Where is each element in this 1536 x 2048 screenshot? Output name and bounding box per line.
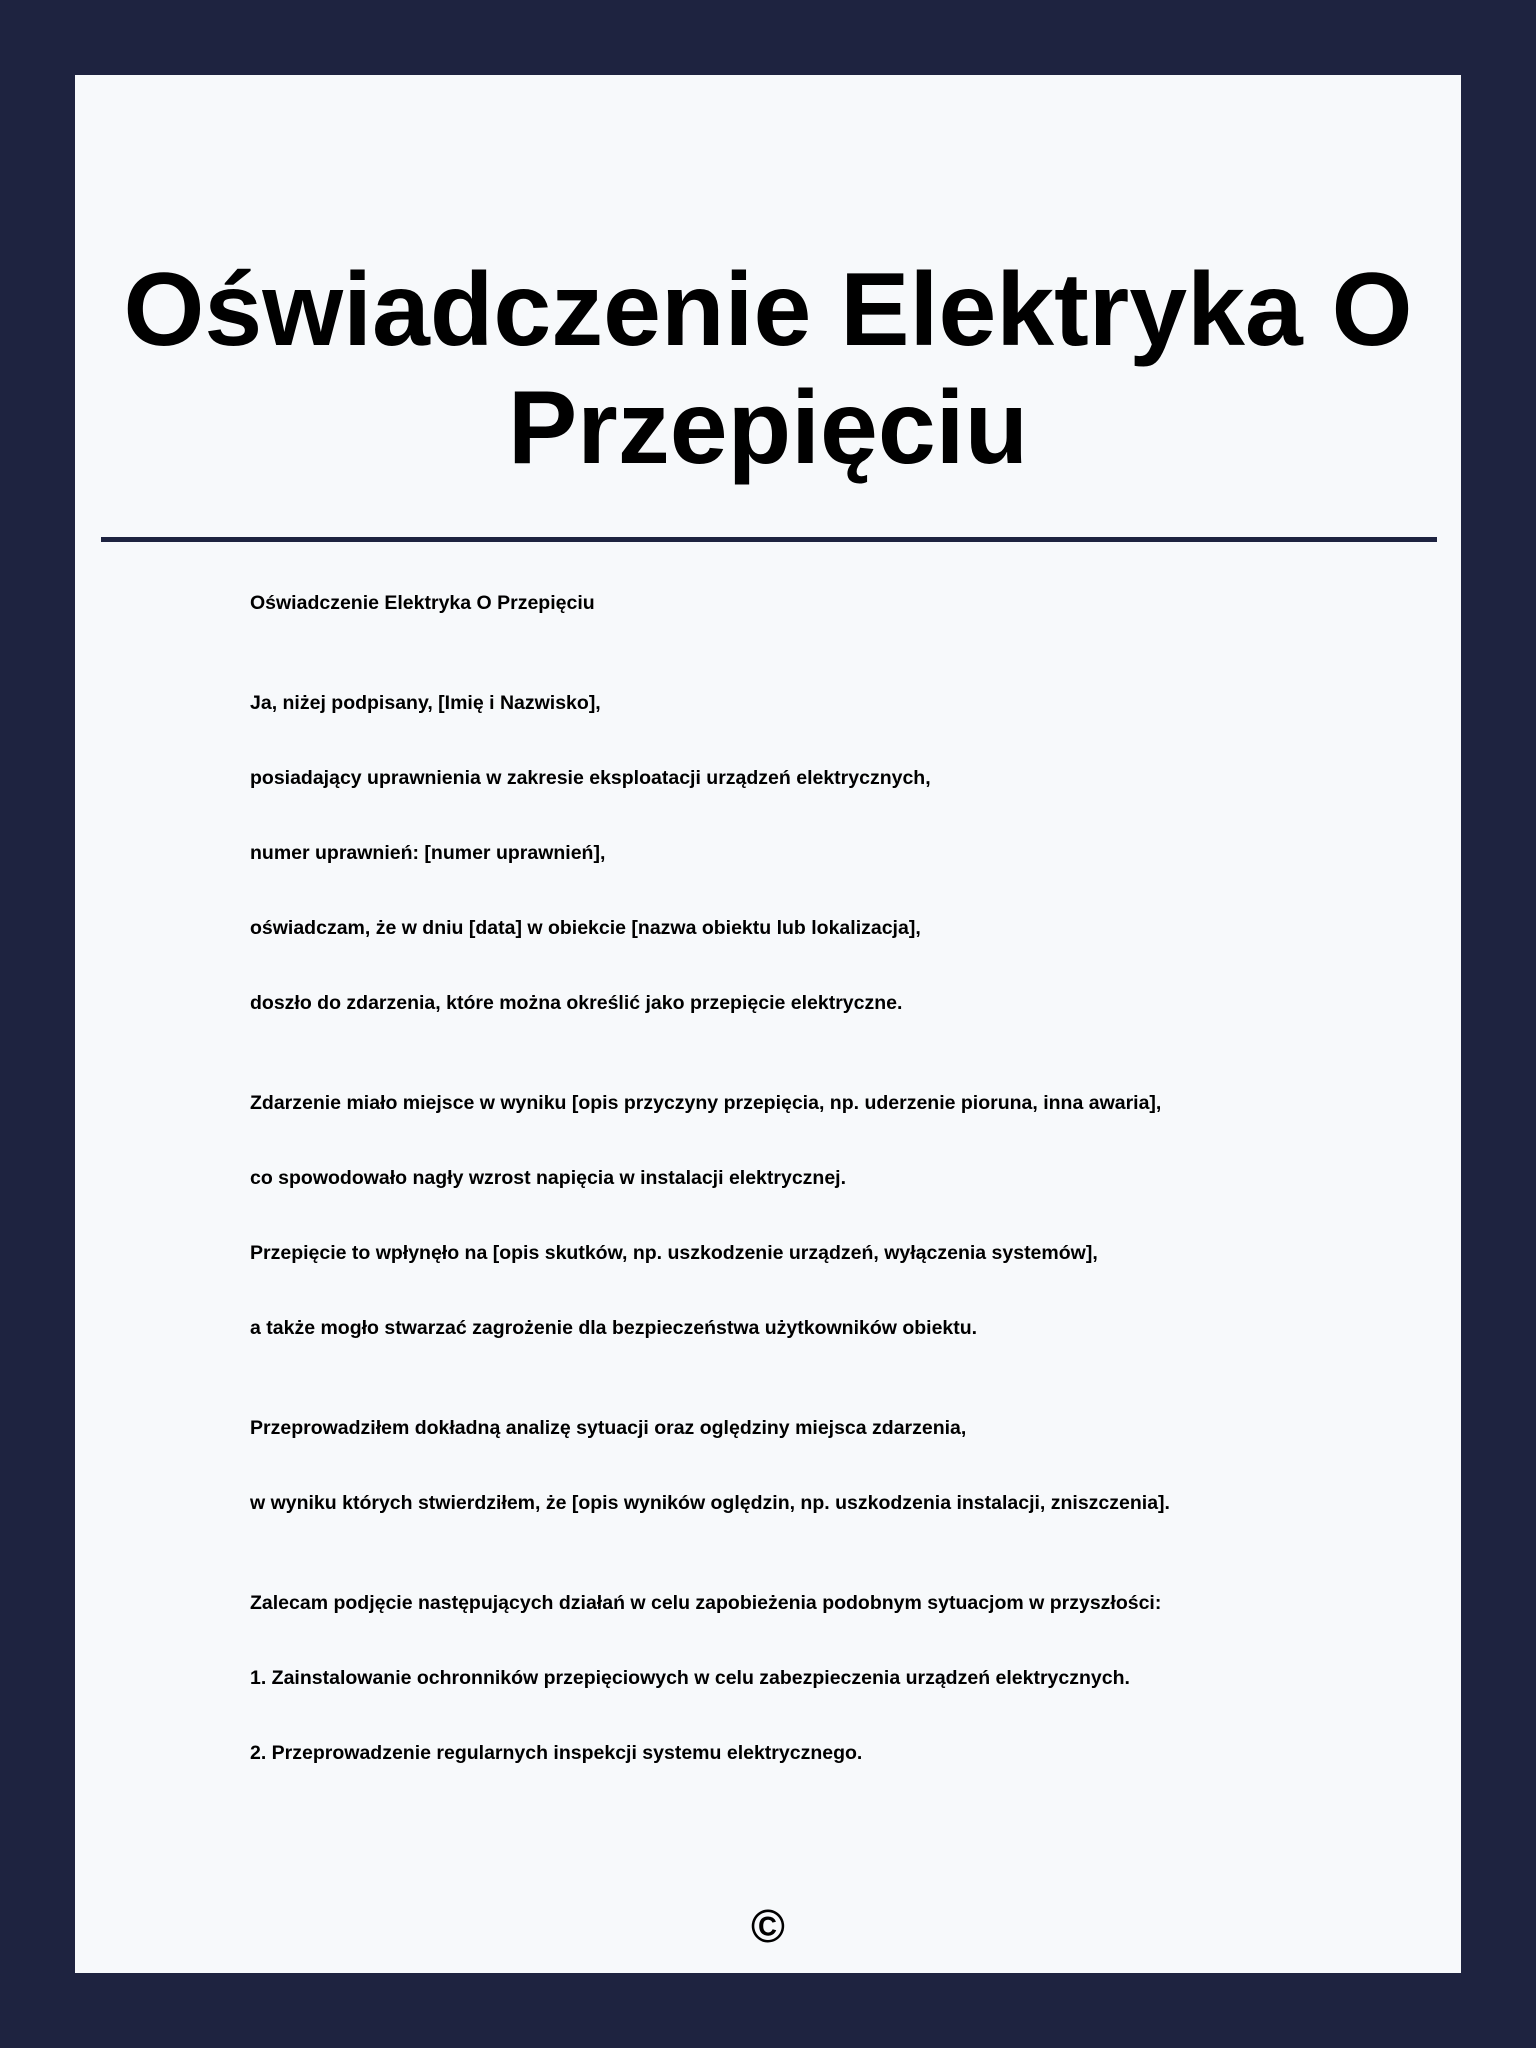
body-line: 1. Zainstalowanie ochronników przepięciowych w celu zabezpieczenia urządzeń elektrycznych. <box>250 1667 1130 1689</box>
document-title: Oświadczenie Elektryka O Przepięciu <box>123 252 1413 486</box>
body-line: numer uprawnień: [numer uprawnień], <box>250 842 606 864</box>
document-page <box>75 75 1461 1973</box>
body-line: Zalecam podjęcie następujących działań w celu zapobieżenia podobnym sytuacjom w przyszłości: <box>250 1592 1162 1614</box>
body-heading: Oświadczenie Elektryka O Przepięciu <box>250 592 595 614</box>
body-line: Ja, niżej podpisany, [Imię i Nazwisko], <box>250 692 601 714</box>
body-line: posiadający uprawnienia w zakresie eksploatacji urządzeń elektrycznych, <box>250 767 931 789</box>
body-line: co spowodowało nagły wzrost napięcia w instalacji elektrycznej. <box>250 1167 847 1189</box>
body-line: w wyniku których stwierdziłem, że [opis wyników oględzin, np. uszkodzenia instalacji, zniszczenia]. <box>250 1492 1170 1514</box>
body-line: oświadczam, że w dniu [data] w obiekcie [nazwa obiektu lub lokalizacja], <box>250 917 921 939</box>
body-line: a także mogło stwarzać zagrożenie dla bezpieczeństwa użytkowników obiektu. <box>250 1317 978 1339</box>
title-divider <box>101 537 1437 542</box>
body-line: Przeprowadziłem dokładną analizę sytuacji oraz oględziny miejsca zdarzenia, <box>250 1417 967 1439</box>
copyright-icon: © <box>751 1900 785 1952</box>
body-line: 2. Przeprowadzenie regularnych inspekcji systemu elektrycznego. <box>250 1742 863 1764</box>
body-line: doszło do zdarzenia, które można określić jako przepięcie elektryczne. <box>250 992 903 1014</box>
body-line: Przepięcie to wpłynęło na [opis skutków, np. uszkodzenie urządzeń, wyłączenia systemów], <box>250 1242 1098 1264</box>
body-line: Zdarzenie miało miejsce w wyniku [opis przyczyny przepięcia, np. uderzenie pioruna, inna awaria], <box>250 1092 1162 1114</box>
